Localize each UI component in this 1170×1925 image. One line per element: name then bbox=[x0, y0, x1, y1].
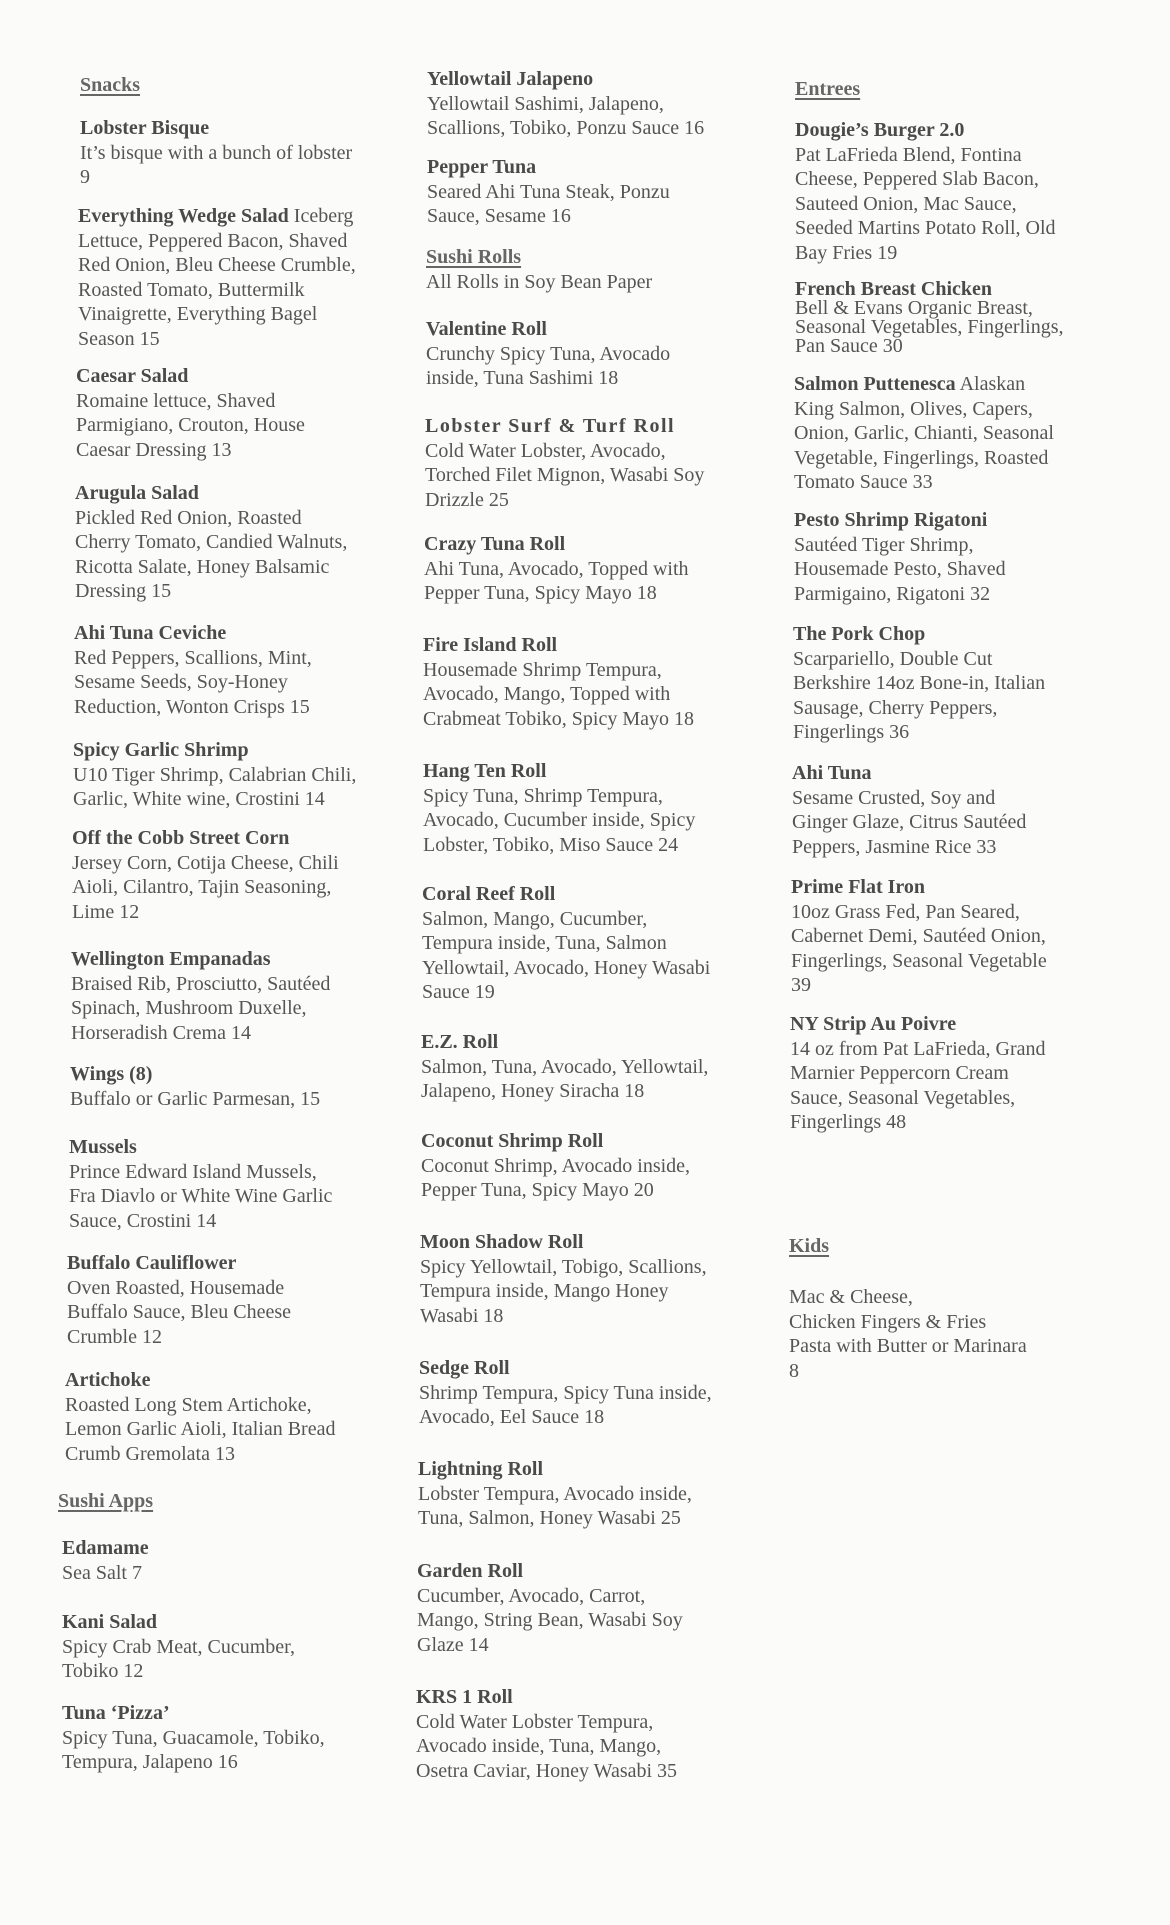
menu-item-wings bbox=[70, 1062, 400, 1111]
menu-item-dougies-burger bbox=[795, 118, 1135, 265]
menu-item-fire-island-roll bbox=[423, 633, 768, 731]
item-name: Edamame bbox=[62, 1537, 149, 1559]
item-name: Pesto Shrimp Rigatoni bbox=[794, 509, 988, 531]
item-description: 14 oz from Pat LaFrieda, Grand Marnier Peppercorn Cream Sauce, Seasonal Vegetables, Fingerlings 48 bbox=[790, 1037, 1046, 1133]
menu-item-garden-roll bbox=[417, 1559, 762, 1657]
item-name: Dougie’s Burger 2.0 bbox=[795, 119, 965, 141]
item-description: Housemade Shrimp Tempura, Avocado, Mango, Topped with Crabmeat Tobiko, Spicy Mayo 18 bbox=[423, 658, 694, 730]
item-description: Sesame Crusted, Soy and Ginger Glaze, Citrus Sautéed Peppers, Jasmine Rice 33 bbox=[792, 786, 1027, 858]
menu-item-moon-shadow-roll bbox=[420, 1230, 765, 1328]
menu-item-wellington-empanadas bbox=[71, 947, 401, 1045]
menu-item-the-pork-chop bbox=[793, 622, 1133, 745]
item-name: Tuna ‘Pizza’ bbox=[62, 1702, 170, 1724]
item-description: Prince Edward Island Mussels, Fra Diavlo or White Wine Garlic Sauce, Crostini 14 bbox=[69, 1160, 333, 1232]
item-description: Cold Water Lobster, Avocado, Torched Filet Mignon, Wasabi Soy Drizzle 25 bbox=[425, 439, 705, 511]
item-description: Romaine lettuce, Shaved Parmigiano, Crouton, House Caesar Dressing 13 bbox=[76, 389, 305, 461]
menu-item-mussels bbox=[69, 1135, 399, 1233]
item-name: Mussels bbox=[69, 1136, 137, 1158]
menu-item-valentine-roll bbox=[426, 317, 771, 391]
menu-item-buffalo-cauliflower bbox=[67, 1251, 397, 1349]
item-name: E.Z. Roll bbox=[421, 1031, 499, 1053]
item-name: Wings (8) bbox=[70, 1063, 153, 1085]
item-name: KRS 1 Roll bbox=[416, 1686, 513, 1708]
menu-item-lobster-bisque bbox=[80, 116, 410, 190]
item-description: Yellowtail Sashimi, Jalapeno, Scallions, Tobiko, Ponzu Sauce 16 bbox=[427, 92, 705, 139]
item-name: Pepper Tuna bbox=[427, 156, 537, 178]
item-name: NY Strip Au Poivre bbox=[790, 1013, 957, 1035]
menu-item-off-the-cobb-street-corn bbox=[72, 826, 402, 924]
menu-item-french-breast-chicken bbox=[795, 280, 1135, 356]
item-inline-description: Alaskan bbox=[959, 373, 1026, 395]
item-name: Fire Island Roll bbox=[423, 634, 558, 656]
item-description: Sautéed Tiger Shrimp, Housemade Pesto, Shaved Parmigaino, Rigatoni 32 bbox=[794, 533, 1006, 605]
item-name: Lobster Surf & Turf Roll bbox=[425, 415, 676, 437]
item-name: French Breast Chicken bbox=[795, 278, 993, 300]
item-description: Crunchy Spicy Tuna, Avocado inside, Tuna Sashimi 18 bbox=[426, 342, 671, 389]
item-name: Lightning Roll bbox=[418, 1458, 544, 1480]
item-name: Buffalo Cauliflower bbox=[67, 1252, 237, 1274]
item-description: Spicy Tuna, Guacamole, Tobiko, Tempura, Jalapeno 16 bbox=[62, 1726, 325, 1773]
item-description: Cold Water Lobster Tempura, Avocado inside, Tuna, Mango, Osetra Caviar, Honey Wasabi 35 bbox=[416, 1710, 678, 1782]
sushi-rolls-note bbox=[426, 270, 771, 295]
item-name: Lobster Bisque bbox=[80, 117, 210, 139]
item-description: Seared Ahi Tuna Steak, Ponzu Sauce, Sesame 16 bbox=[427, 180, 670, 227]
menu-item-hang-ten-roll bbox=[423, 759, 768, 857]
item-description: Oven Roasted, Housemade Buffalo Sauce, Bleu Cheese Crumble 12 bbox=[67, 1276, 292, 1348]
menu-item-everything-wedge-salad bbox=[78, 204, 408, 351]
item-description: U10 Tiger Shrimp, Calabrian Chili, Garlic, White wine, Crostini 14 bbox=[73, 763, 357, 810]
menu-item-arugula-salad bbox=[75, 481, 405, 604]
item-description: Pat LaFrieda Blend, Fontina Cheese, Peppered Slab Bacon, Sauteed Onion, Mac Sauce, Seeded Martins Potato Roll, Old Bay Fries 19 bbox=[795, 143, 1056, 264]
item-name: Wellington Empanadas bbox=[71, 948, 271, 970]
item-name: Sedge Roll bbox=[419, 1357, 510, 1379]
item-inline-description: Iceberg bbox=[293, 205, 354, 227]
item-name: Coral Reef Roll bbox=[422, 883, 556, 905]
menu-item-pesto-shrimp-rigatoni bbox=[794, 508, 1134, 606]
item-description: Roasted Long Stem Artichoke, Lemon Garlic Aioli, Italian Bread Crumb Gremolata 13 bbox=[65, 1393, 336, 1465]
item-name: Hang Ten Roll bbox=[423, 760, 547, 782]
section-title-sushi-apps: Sushi Apps bbox=[58, 1490, 154, 1512]
section-title-sushi-rolls: Sushi Rolls bbox=[426, 246, 522, 268]
item-name: Valentine Roll bbox=[426, 318, 547, 340]
item-name: Everything Wedge Salad bbox=[78, 205, 289, 227]
menu-item-sedge-roll bbox=[419, 1356, 764, 1430]
item-name: Prime Flat Iron bbox=[791, 876, 926, 898]
menu-item-artichoke bbox=[65, 1368, 395, 1466]
item-name: Ahi Tuna Ceviche bbox=[74, 622, 227, 644]
menu-item-kani-salad bbox=[62, 1610, 392, 1684]
menu-item-lightning-roll bbox=[418, 1457, 763, 1531]
item-description: Braised Rib, Prosciutto, Sautéed Spinach, Mushroom Duxelle, Horseradish Crema 14 bbox=[71, 972, 331, 1044]
item-description: Coconut Shrimp, Avocado inside, Pepper Tuna, Spicy Mayo 20 bbox=[421, 1154, 691, 1201]
item-description: Cucumber, Avocado, Carrot, Mango, String Bean, Wasabi Soy Glaze 14 bbox=[417, 1584, 683, 1656]
menu-item-crazy-tuna-roll bbox=[424, 532, 769, 606]
item-description: Pickled Red Onion, Roasted Cherry Tomato, Candied Walnuts, Ricotta Salate, Honey Balsamic Dressing 15 bbox=[75, 506, 348, 602]
menu-item-tuna-pizza bbox=[62, 1701, 392, 1775]
item-description: Spicy Tuna, Shrimp Tempura, Avocado, Cucumber inside, Spicy Lobster, Tobiko, Miso Sauce 24 bbox=[423, 784, 696, 856]
item-name: Spicy Garlic Shrimp bbox=[73, 739, 249, 761]
item-description: Scarpariello, Double Cut Berkshire 14oz Bone-in, Italian Sausage, Cherry Peppers, Fingerlings 36 bbox=[793, 647, 1046, 743]
item-description: All Rolls in Soy Bean Paper bbox=[426, 271, 653, 293]
menu-item-ahi-tuna-ceviche bbox=[74, 621, 404, 719]
menu-item-coral-reef-roll bbox=[422, 882, 767, 1005]
menu-item-coconut-shrimp-roll bbox=[421, 1129, 766, 1203]
item-name: Artichoke bbox=[65, 1369, 151, 1391]
menu-item-ez-roll bbox=[421, 1030, 766, 1104]
item-description: King Salmon, Olives, Capers, Onion, Garlic, Chianti, Seasonal Vegetable, Fingerlings, Roasted Tomato Sauce 33 bbox=[794, 397, 1054, 493]
section-title-entrees: Entrees bbox=[795, 78, 861, 100]
item-name: Yellowtail Jalapeno bbox=[427, 68, 594, 90]
item-description: Spicy Yellowtail, Tobigo, Scallions, Tempura inside, Mango Honey Wasabi 18 bbox=[420, 1255, 707, 1327]
item-description: Buffalo or Garlic Parmesan, 15 bbox=[70, 1087, 321, 1110]
item-name: Arugula Salad bbox=[75, 482, 199, 504]
menu-item-prime-flat-iron bbox=[791, 875, 1131, 998]
item-name: Off the Cobb Street Corn bbox=[72, 827, 290, 849]
item-name: Salmon Puttenesca bbox=[794, 373, 956, 395]
item-name: Moon Shadow Roll bbox=[420, 1231, 584, 1253]
item-description: Salmon, Tuna, Avocado, Yellowtail, Jalapeno, Honey Siracha 18 bbox=[421, 1055, 709, 1102]
item-name: Garden Roll bbox=[417, 1560, 524, 1582]
item-name: Ahi Tuna bbox=[792, 762, 872, 784]
menu-item-edamame bbox=[62, 1536, 392, 1585]
item-description: Shrimp Tempura, Spicy Tuna inside, Avocado, Eel Sauce 18 bbox=[419, 1381, 712, 1428]
item-description: It’s bisque with a bunch of lobster 9 bbox=[80, 141, 353, 188]
menu-item-pepper-tuna bbox=[427, 155, 772, 229]
menu-item-spicy-garlic-shrimp bbox=[73, 738, 403, 812]
menu-item-ny-strip-au-poivre bbox=[790, 1012, 1130, 1135]
item-description: Spicy Crab Meat, Cucumber, Tobiko 12 bbox=[62, 1635, 296, 1682]
item-description: Bell & Evans Organic Breast, Seasonal Vegetables, Fingerlings, Pan Sauce 30 bbox=[795, 297, 1064, 357]
item-description: Mac & Cheese, Chicken Fingers & Fries Pasta with Butter or Marinara 8 bbox=[789, 1286, 1027, 1382]
item-name: The Pork Chop bbox=[793, 623, 926, 645]
menu-item-salmon-puttenesca bbox=[794, 372, 1134, 495]
item-description: 10oz Grass Fed, Pan Seared, Cabernet Demi, Sautéed Onion, Fingerlings, Seasonal Vegetable 39 bbox=[791, 900, 1047, 996]
item-description: Jersey Corn, Cotija Cheese, Chili Aioli, Cilantro, Tajin Seasoning, Lime 12 bbox=[72, 851, 339, 923]
item-name: Coconut Shrimp Roll bbox=[421, 1130, 604, 1152]
item-description: Red Peppers, Scallions, Mint, Sesame Seeds, Soy-Honey Reduction, Wonton Crisps 15 bbox=[74, 646, 312, 718]
item-description: Sea Salt 7 bbox=[62, 1561, 142, 1584]
section-title-kids: Kids bbox=[789, 1235, 830, 1257]
item-description: Ahi Tuna, Avocado, Topped with Pepper Tuna, Spicy Mayo 18 bbox=[424, 557, 689, 604]
item-description: Lobster Tempura, Avocado inside, Tuna, Salmon, Honey Wasabi 25 bbox=[418, 1482, 692, 1529]
item-name: Caesar Salad bbox=[76, 365, 189, 387]
item-description: Salmon, Mango, Cucumber, Tempura inside, Tuna, Salmon Yellowtail, Avocado, Honey Wasabi Sauce 19 bbox=[422, 907, 711, 1003]
menu-item-caesar-salad bbox=[76, 364, 406, 462]
section-title-snacks: Snacks bbox=[80, 74, 141, 96]
item-name: Kani Salad bbox=[62, 1611, 158, 1633]
item-description: Lettuce, Peppered Bacon, Shaved Red Onion, Bleu Cheese Crumble, Roasted Tomato, Buttermilk Vinaigrette, Everything Bagel Season 15 bbox=[78, 229, 356, 350]
item-name: Crazy Tuna Roll bbox=[424, 533, 566, 555]
menu-item-ahi-tuna-entree bbox=[792, 761, 1132, 859]
menu-item-lobster-surf-turf-roll bbox=[425, 414, 770, 512]
menu-item-kids-options bbox=[789, 1285, 1129, 1383]
menu-item-krs-1-roll bbox=[416, 1685, 761, 1783]
menu-item-yellowtail-jalapeno bbox=[427, 67, 772, 141]
